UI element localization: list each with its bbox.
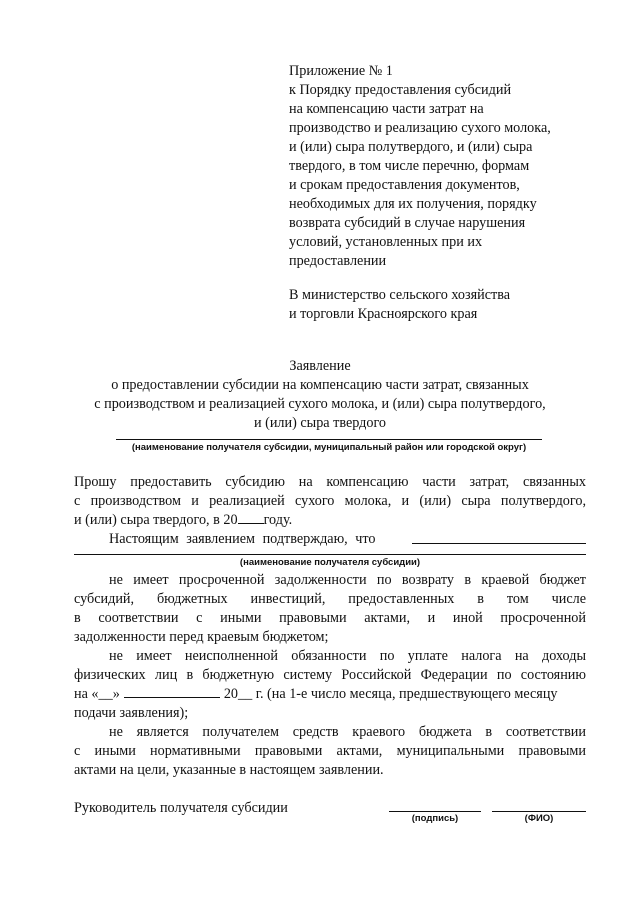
signature-caption: (подпись) xyxy=(411,813,459,824)
body-line-year: и (или) сыра твердого, в 20 году. xyxy=(74,512,293,528)
appendix-line: необходимых для их получения, порядку xyxy=(289,196,537,212)
item-line: актами на цели, указанные в настоящем заявлении. xyxy=(74,762,384,778)
year-field[interactable] xyxy=(238,511,264,524)
appendix-line: и (или) сыра полутвердого, и (или) сыра xyxy=(289,139,533,155)
recipient-name-field[interactable] xyxy=(116,439,542,440)
item-line: подачи заявления); xyxy=(74,705,189,721)
confirm-line: Настоящим заявлением подтверждаю, что xyxy=(109,531,376,547)
addressee-line: и торговли Красноярского края xyxy=(289,306,478,322)
statement-subtitle-line: и (или) сыра твердого xyxy=(253,415,387,431)
month-field[interactable] xyxy=(124,685,220,698)
appendix-line-last: предоставлении xyxy=(289,253,387,269)
recipient-name-field-2[interactable] xyxy=(74,554,586,555)
appendix-line: к Порядку предоставления субсидий xyxy=(289,82,512,98)
item-line: в соответствии с иными правовыми актами, и иной просроченной xyxy=(74,610,586,626)
item-line-date: на «__» 20__ г. (на 1-е число месяца, предшествующего месяцу xyxy=(74,686,558,702)
appendix-line: возврата субсидий в случае нарушения xyxy=(289,215,526,231)
head-label: Руководитель получателя субсидии xyxy=(74,800,288,816)
appendix-line: твердого, в том числе перечню, формам xyxy=(289,158,530,174)
body-line: Прошу предоставить субсидию на компенсацию части затрат, связанных xyxy=(74,474,586,490)
appendix-line: условий, установленных при их xyxy=(289,234,483,250)
item-line: не имеет неисполненной обязанности по уплате налога на доходы xyxy=(109,648,586,664)
appendix-line: на компенсацию части затрат на xyxy=(289,101,484,117)
item-line: не имеет просроченной задолженности по возврату в краевой бюджет xyxy=(109,572,586,588)
statement-title: Заявление xyxy=(289,358,351,374)
addressee-line: В министерство сельского хозяйства xyxy=(289,287,511,303)
item-line: физических лиц в бюджетную систему Российской Федерации по состоянию xyxy=(74,667,586,683)
statement-subtitle-line: о предоставлении субсидии на компенсацию части затрат, связанных xyxy=(111,377,529,393)
appendix-title: Приложение № 1 xyxy=(289,63,393,79)
item-line: с иными нормативными правовыми актами, муниципальными правовыми xyxy=(74,743,586,759)
fio-caption: (ФИО) xyxy=(524,813,554,824)
item-line: субсидий, бюджетных инвестиций, предоставленных в том числе xyxy=(74,591,586,607)
body-line: с производством и реализацией сухого молока, и (или) сыра полутвердого, xyxy=(74,493,586,509)
recipient-name-caption: (наименование получателя субсидии, муниципальный район или городской округ) xyxy=(131,442,527,453)
item-line: не является получателем средств краевого бюджета в соответствии xyxy=(109,724,586,740)
statement-subtitle-line: с производством и реализацией сухого молока, и (или) сыра полутвердого, xyxy=(94,396,546,412)
appendix-line: производство и реализацию сухого молока, xyxy=(289,120,551,136)
appendix-line: и срокам предоставления документов, xyxy=(289,177,520,193)
recipient-name-caption-2: (наименование получателя субсидии) xyxy=(239,557,421,568)
item-line: задолженности перед краевым бюджетом; xyxy=(74,629,329,645)
confirm-name-field[interactable] xyxy=(412,543,586,544)
